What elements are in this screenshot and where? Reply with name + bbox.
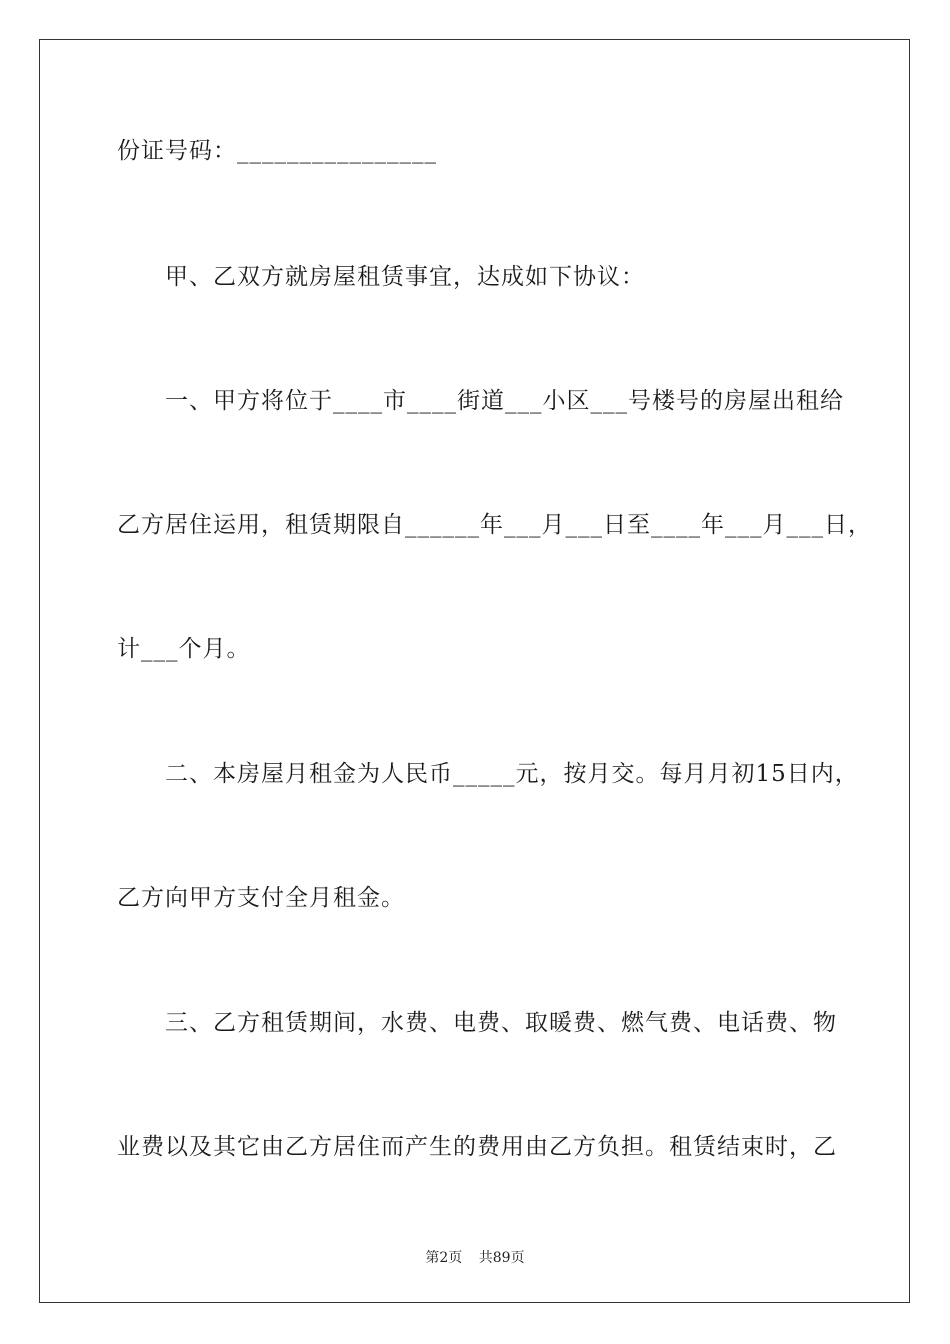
text-line-clause-2b: 乙方向甲方支付全月租金。 — [117, 885, 405, 911]
text-line-id-number: 份证号码：________________ — [117, 138, 437, 164]
page-border — [39, 39, 910, 1303]
text-line-clause-1a: 一、甲方将位于____市____街道___小区___号楼号的房屋出租给 — [165, 388, 844, 414]
text-line-agreement-intro: 甲、乙双方就房屋租赁事宜，达成如下协议： — [165, 264, 645, 290]
text-line-clause-2a: 二、本房屋月租金为人民币_____元，按月交。每月月初15日内， — [165, 761, 859, 787]
page-footer — [0, 1248, 950, 1268]
page-number-total: 共89页 — [478, 1250, 525, 1266]
text-line-clause-1c: 计___个月。 — [117, 636, 251, 662]
text-line-clause-1b: 乙方居住运用，租赁期限自______年___月___日至____年___月___日， — [117, 512, 872, 538]
page-number-current: 第2页 — [425, 1250, 463, 1266]
text-line-clause-3b: 业费以及其它由乙方居住而产生的费用由乙方负担。租赁结束时，乙 — [117, 1134, 837, 1160]
text-line-clause-3a: 三、乙方租赁期间，水费、电费、取暖费、燃气费、电话费、物 — [165, 1010, 837, 1036]
